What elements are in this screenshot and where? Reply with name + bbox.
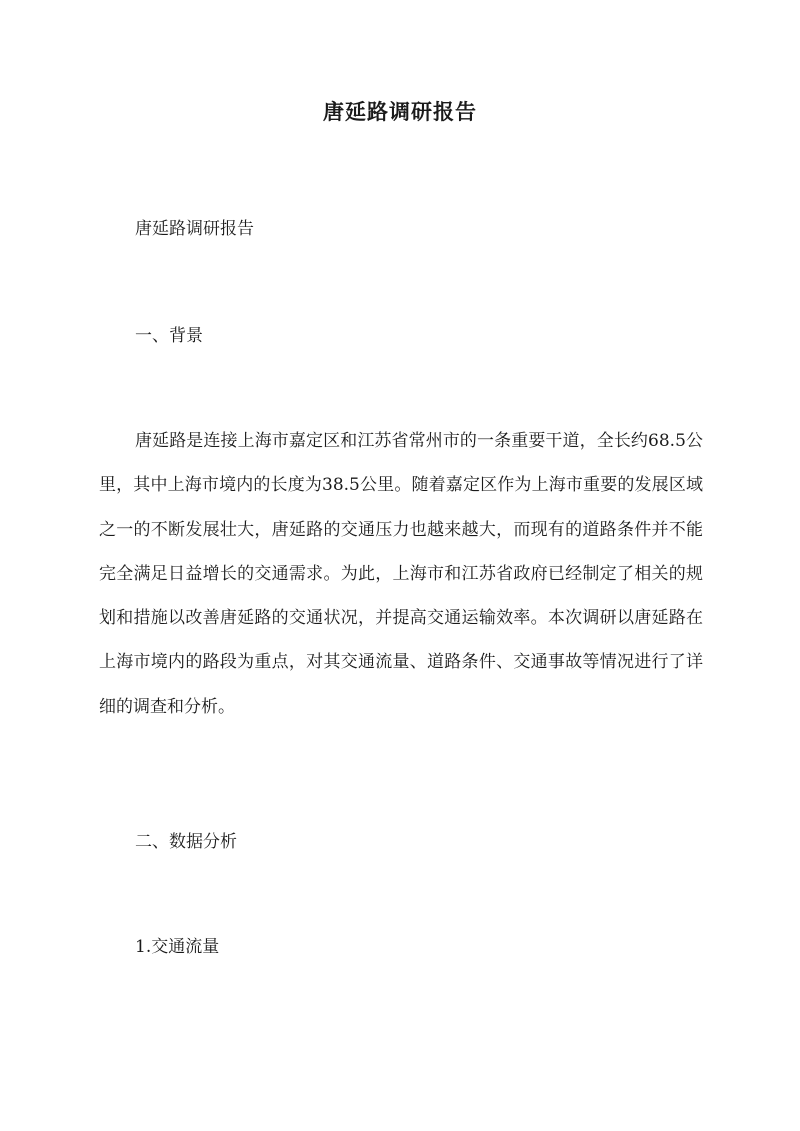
background-paragraph: 唐延路是连接上海市嘉定区和江苏省常州市的一条重要干道，全长约68.5公里，其中上海市境内的长度为38.5公里。随着嘉定区作为上海市重要的发展区域之一的不断发展壮大，唐延路的交通压力也越来越大，而现有的道路条件并不能完全满足日益增长的交通需求。为此，上海市和江苏省政府已经制定了相关的规划和措施以改善唐延路的交通状况，并提高交通运输效率。本次调研以唐延路在上海市境内的路段为重点，对其交通流量、道路条件、交通事故等情况进行了详细的调查和分析。: [99, 431, 703, 717]
document-title: 唐延路调研报告: [323, 99, 477, 124]
section-heading-data-analysis: 二、数据分析: [135, 832, 237, 852]
section-heading-background: 一、背景: [135, 326, 203, 346]
subsection-heading-traffic-flow: 1.交通流量: [135, 937, 220, 957]
document-subtitle: 唐延路调研报告: [135, 219, 254, 239]
